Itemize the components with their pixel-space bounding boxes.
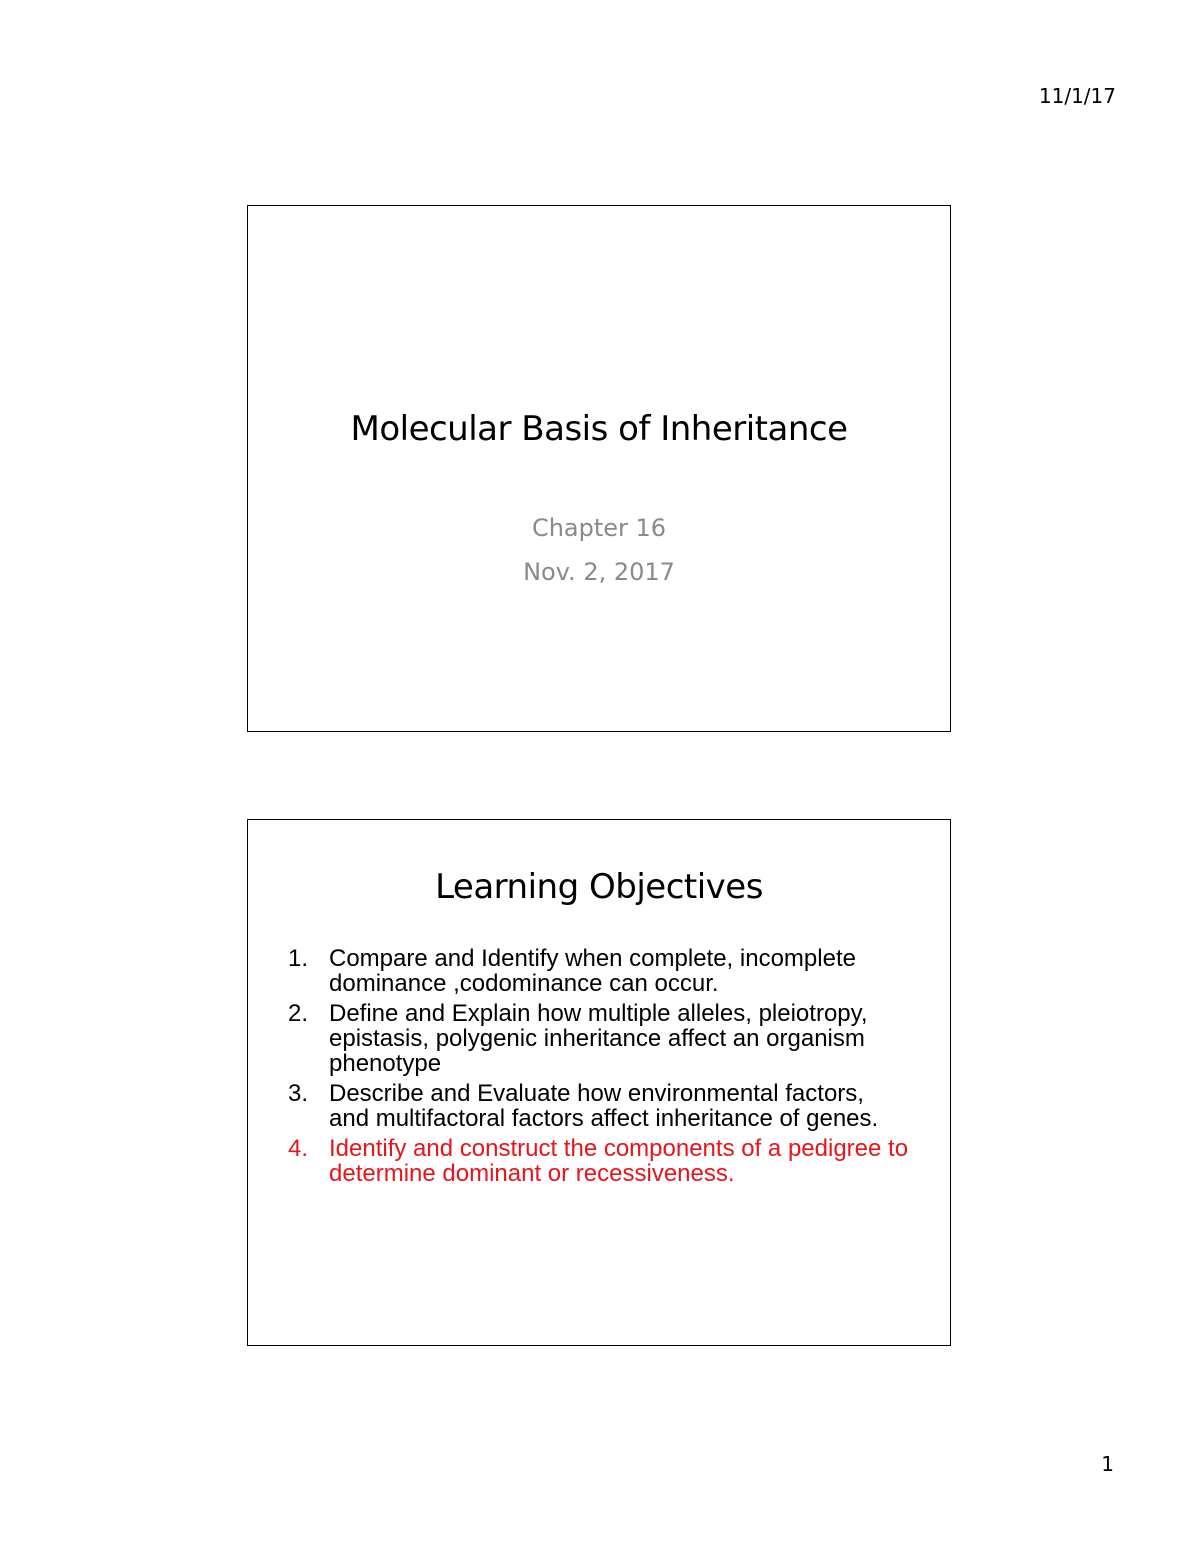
slide-heading: Learning Objectives xyxy=(435,867,763,907)
objective-number: 2. xyxy=(288,1000,309,1027)
slide-subtitle-chapter: Chapter 16 xyxy=(531,514,667,542)
objective-text: Define and Explain how multiple alleles, pleiotropy, epistasis, polygenic inheritance affect an organism phenotype xyxy=(329,1000,868,1077)
objective-number: 3. xyxy=(288,1080,309,1107)
learning-objectives-slide xyxy=(247,819,951,1346)
slide-subtitle-date: Nov. 2, 2017 xyxy=(523,558,675,586)
objective-text: Compare and Identify when complete, incomplete dominance ,codominance can occur. xyxy=(329,945,856,997)
objective-item-highlighted xyxy=(288,1136,910,1186)
objectives-list xyxy=(288,946,910,1191)
slide-title: Molecular Basis of Inheritance xyxy=(350,409,848,449)
objective-number: 4. xyxy=(288,1135,309,1162)
objective-number: 1. xyxy=(288,945,309,972)
page-number: 1 xyxy=(1101,1452,1114,1476)
objective-item xyxy=(288,1081,910,1131)
objective-item xyxy=(288,946,910,996)
objective-text: Identify and construct the components of a pedigree to determine dominant or recessiveness. xyxy=(329,1135,909,1187)
title-slide xyxy=(247,205,951,732)
objective-item xyxy=(288,1001,910,1076)
objective-text: Describe and Evaluate how environmental factors, and multifactoral factors affect inheritance of genes. xyxy=(329,1080,879,1132)
page-date: 11/1/17 xyxy=(1038,84,1116,108)
